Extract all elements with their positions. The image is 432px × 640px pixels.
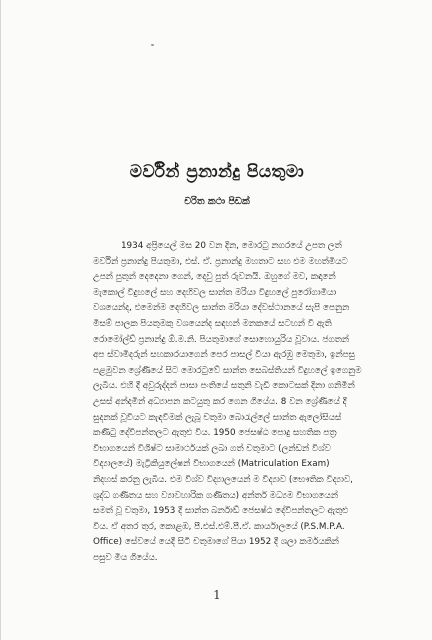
page-subtitle: චරිත කථා පිඩක් xyxy=(184,196,250,207)
body-line: මර්වින් ප්‍රනාන්දු පියතුමා, එස්. ඒ. ප්‍රනාන්දු මහතාට සහ එම මහත්මියට xyxy=(93,256,348,267)
scan-speck xyxy=(151,44,154,46)
body-line: උපන් පුතුන් දෙදෙනා ගෙන්, දෙවු පුත් රුවනයි. ඔහුගේ මව, කඳානේ xyxy=(93,272,336,283)
page-number: 1 xyxy=(213,588,221,602)
body-line: පළමුවන ශ්‍රේණියේ සිට මොරටුවේ සාන්ත සෙබස්තියන් විදුහලේ ඉගෙනුම xyxy=(93,365,362,376)
body-line: විය. ඒ අතර තුර, කොළඹ, පී.එස්.එම්.පී.ඒ. කාර්යාලයේ (P.S.M.P.A. xyxy=(93,521,345,532)
body-text xyxy=(93,239,381,566)
body-line: ශුද්ධ ගණිතය සහ ව්‍යාවහාරික ගණිතය) අන්තර් මධ්‍යම විභාගයෙන් xyxy=(93,490,338,501)
body-line: කණිටු දේවිපන්තලට ඇතුළු විය. 1950 ජෙසෂ්ඨ පොදු සහතික පත්‍ර xyxy=(93,428,337,439)
body-line: සුදනක් වූවියට කැඳවීමක් ලැබූ චතුමා බොරැල්ලේ සාන්ත ඇලෝසියස් xyxy=(93,412,342,423)
body-line: විභාගයෙන් විශිෂ්ට සාමාර්ථයක් ලබා ගත් චතුමාට (ලන්ඩන් විශ්ව xyxy=(93,443,331,454)
body-line: රොමෝල්ඩ් ප්‍රනාන්දු ඕ.ම.නි. පියතුමාගේ සොහොයුරිය වූවාය. ජගතන් xyxy=(93,334,349,345)
body-line: 1934 අප්‍රියෙල් මස 20 වන දින, මොරටු නගරයේ උපත ලත් xyxy=(93,241,342,251)
body-line: මිසම් පාලක පියතුමකු වශයෙන්ද සඳහන් මනකයේ සටහන් වී ඇති xyxy=(93,318,332,329)
body-line: අප ස්වාමිදරුන් සහකාරයාගෙන් පෙර පාසල් වියා ඇරඹු මෙතුමා, ඉන්පසු xyxy=(93,350,355,361)
body-line: මැකොල් විදුහලේ සහ දෙහිවල සාන්ත මරියා විදුහලේ පුරෝගාමියා xyxy=(93,287,337,298)
body-line: Office) සේවයේ යෙදී සිටි චතුමාගේ පියා 1952 දී ශලා කර්මයකින් xyxy=(93,537,339,548)
body-line: සමත් වූ චතුමා, 1953 දී සාන්ත බර්නාඩ් ජෙසෂ්ඨ දේවිපන්තලට ඇතුළු xyxy=(93,506,349,517)
body-line: ලැබීය. එහි දී අවුරුද්දන් පාසා පංතියේ සතුනි වැඩි කොටසක් දිනා ගනිමින් xyxy=(93,381,355,392)
body-line: විද්‍යාලයේ) මැට්‍රිකියුලේෂන් විභාගයෙන් (Matriculation Exam) xyxy=(93,459,330,470)
page-title: මර්වින් ප්‍රනාන්දු පියතුමා xyxy=(129,162,305,182)
body-line: වශයෙන්ද, එමෙන්ම දෙහිවල සාන්ත මරියා දේවස්ථානයේ සැපි පෙනුන xyxy=(93,303,350,314)
body-line: පසුව මිය ගියේය. xyxy=(93,552,158,563)
body-line: උසස් අන්දමින් අධ්‍යාපන කටයුතු කර ගෙන ගියේය. 8 වන ශ්‍රේණියේ දී xyxy=(93,396,347,407)
body-line: නිදහස් කරනු ලැබීය. එම විශ්ව විද්‍යාලයෙන් ම විද්‍යාව (භෞතික විද්‍යාව, xyxy=(93,474,353,485)
